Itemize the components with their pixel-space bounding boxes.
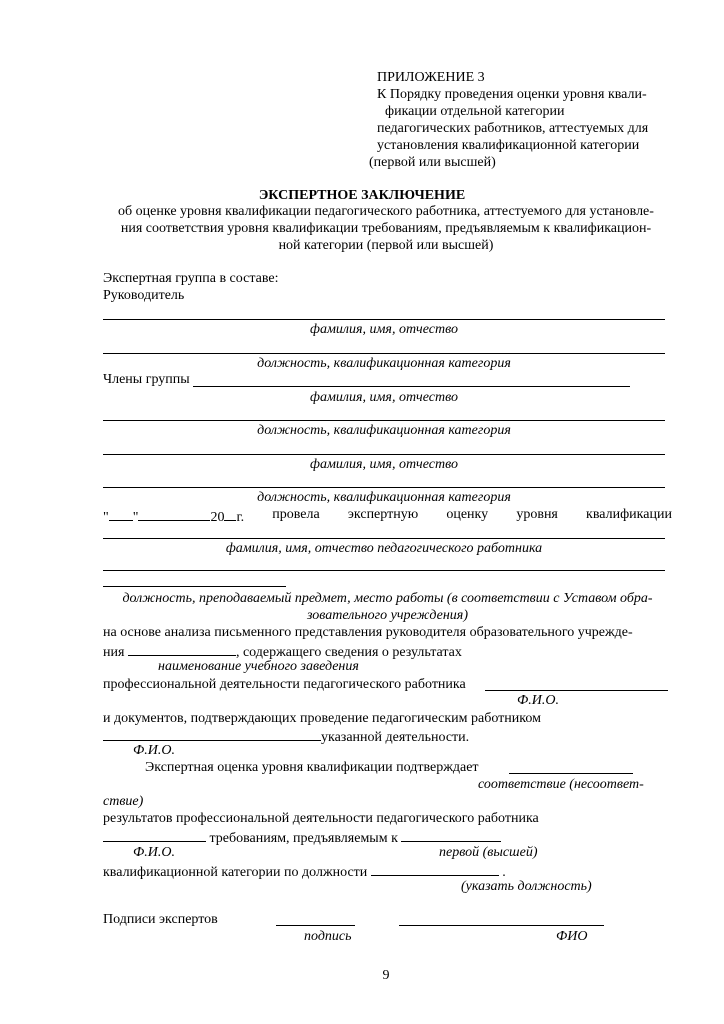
assessment-line: требованиям, предъявляемым к [103,828,501,847]
member1-position-line[interactable] [103,420,665,421]
document-title: ЭКСПЕРТНОЕ ЗАКЛЮЧЕНИЕ [258,188,466,203]
date-line-word: провела [272,507,320,522]
date-line-word: оценку [446,507,489,522]
caption-fio: фамилия, имя, отчество [310,457,458,472]
caption-teacher-position: зовательного учреждения) [307,608,468,623]
appendix-line: установления квалификационной категории [377,138,640,153]
assessment-line: результатов профессиональной деятельности педагогического работника [103,811,539,826]
basis-line: профессиональной деятельности педагогического работника [103,677,466,692]
heading-line: ной категории (первой или высшей) [278,238,494,253]
date-line-word: экспертную [347,507,419,522]
date-line-word: уровня [516,507,558,522]
caption-position: должность, квалификационная категория [257,423,511,438]
caption-conformity: соответствие (несоответ- [478,777,644,792]
member2-position-line[interactable] [103,487,665,488]
caption-conformity-cont: ствие) [103,794,144,809]
teacher-fio-field[interactable] [485,690,668,691]
position-field[interactable] [371,862,499,876]
basis-line: ния , содержащего сведения о результатах [103,642,462,661]
caption-fio-short: Ф.И.О. [517,693,559,708]
caption-institution: наименование учебного заведения [158,659,359,674]
teacher-position-line-2[interactable] [103,586,286,587]
heading-line: ния соответствия уровня квалификации требованиям, предъявляемым к квалификацион- [120,221,652,236]
caption-position-hint: (указать должность) [461,879,592,894]
member1-fio-line[interactable] [193,386,630,387]
basis-line: указанной деятельности. [103,727,469,746]
assessment-line: Экспертная оценка уровня квалификации подтверждает [145,760,479,775]
appendix-line: К Порядку проведения оценки уровня квали- [377,87,647,102]
caption-position: должность, квалификационная категория [257,356,511,371]
appendix-line: (первой или высшей) [369,155,496,170]
leader-label: Руководитель [103,288,185,303]
conformity-field[interactable] [509,773,633,774]
caption-signature-fio: ФИО [556,929,588,944]
caption-position: должность, квалификационная категория [257,490,511,505]
date-line-word: квалификации [586,507,672,522]
basis-line: и документов, подтверждающих проведение педагогическим работником [103,711,541,726]
caption-fio-short: Ф.И.О. [133,845,175,860]
teacher-fio-line[interactable] [103,538,665,539]
leader-position-line[interactable] [103,353,665,354]
teacher-fio-field-2[interactable] [103,727,321,741]
members-label: Члены группы [103,372,190,387]
signatures-label: Подписи экспертов [103,912,218,927]
institution-field[interactable] [128,642,236,656]
teacher-fio-field-3[interactable] [103,828,206,842]
date-line [103,507,672,526]
group-intro: Экспертная группа в составе: [103,271,279,286]
caption-fio: фамилия, имя, отчество [310,322,458,337]
assessment-line: квалификационной категории по должности . [103,862,506,881]
heading-line: об оценке уровня квалификации педагогического работника, аттестуемого для установле- [118,204,654,219]
date-field[interactable]: " " 20 г. [103,507,244,526]
leader-fio-line[interactable] [103,319,665,320]
member2-fio-line[interactable] [103,454,665,455]
appendix-line: фикации отдельной категории [385,104,565,119]
caption-fio-short: Ф.И.О. [133,743,175,758]
caption-category: первой (высшей) [439,845,538,860]
appendix-title: ПРИЛОЖЕНИЕ 3 [377,70,485,85]
teacher-position-line[interactable] [103,570,665,571]
signature-field[interactable] [276,925,355,926]
signature-fio-field[interactable] [399,925,604,926]
category-field[interactable] [401,828,501,842]
caption-signature: подпись [304,929,352,944]
basis-line: на основе анализа письменного представления руководителя образовательного учрежде- [103,625,633,640]
caption-teacher-position: должность, преподаваемый предмет, место работы (в соответствии с Уставом обра- [122,591,653,606]
page-number: 9 [382,968,390,983]
appendix-line: педагогических работников, аттестуемых для [377,121,649,136]
caption-teacher-fio: фамилия, имя, отчество педагогического работника [225,541,543,556]
caption-fio: фамилия, имя, отчество [310,390,458,405]
